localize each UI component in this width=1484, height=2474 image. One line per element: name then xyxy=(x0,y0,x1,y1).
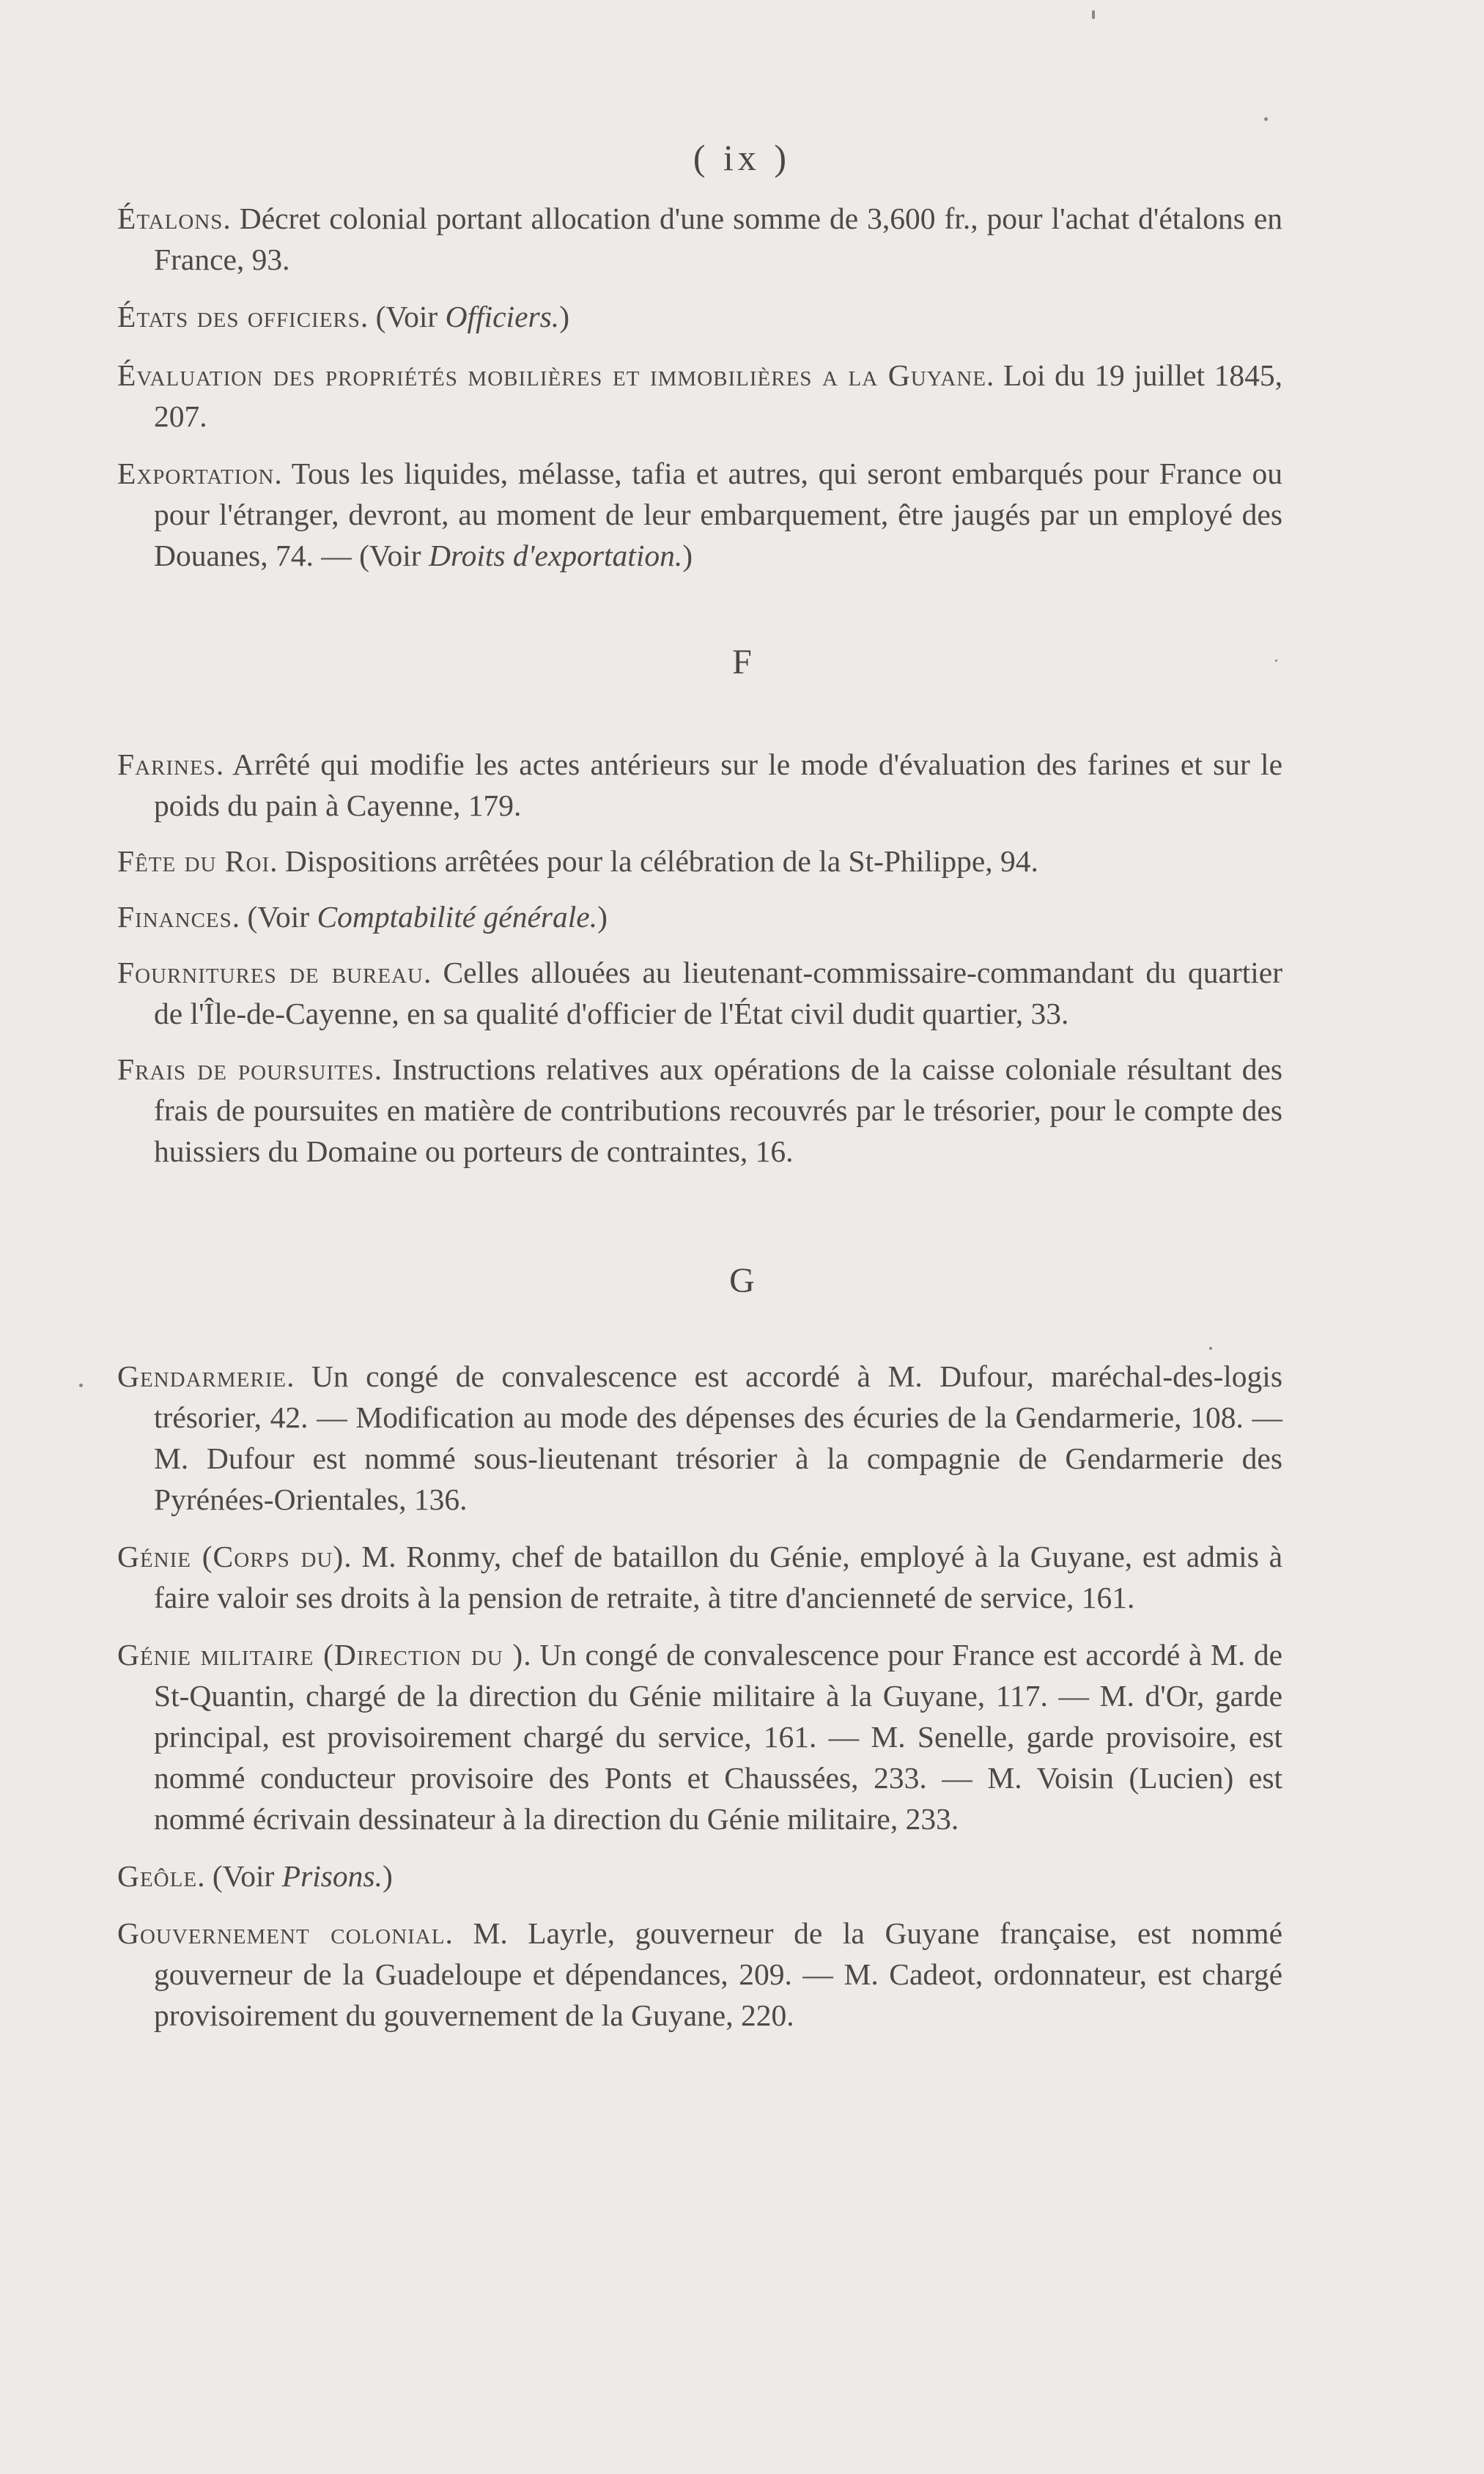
section-letter-f: F xyxy=(732,643,752,682)
page-folio: ( ix ) xyxy=(693,137,791,178)
index-entry: Farines. Arrêté qui modifie les actes antérieurs sur le mode d'évaluation des farines et sur le poids du pain à Cayenne, 179. xyxy=(117,747,1282,822)
index-entry: Frais de poursuites. Instructions relatives aux opérations de la caisse coloniale résultant des frais de poursuites en matière de contributions recouvrés par le trésorier, pour le compte des huissiers du Domaine ou porteurs de contraintes, 16. xyxy=(117,1052,1283,1168)
index-entry: Geôle. (Voir Prisons.) xyxy=(117,1859,393,1893)
entry-heading: Fournitures de bureau xyxy=(117,956,424,989)
entry-heading: Gendarmerie xyxy=(117,1359,287,1393)
entry-heading: Farines xyxy=(117,747,216,781)
entry-text: (Voir xyxy=(247,900,317,934)
entry-text: Instructions relatives aux opérations de la caisse coloniale résultant des frais de poursuites en matière de contributions recouvrés par le trésorier, pour le compte des huissiers du Domaine ou porteurs de contraintes, 16. xyxy=(154,1052,1283,1168)
index-entry: Étalons. Décret colonial portant allocation d'une somme de 3,600 fr., pour l'achat d'étalons en France, 93. xyxy=(117,202,1283,276)
entry-heading: Frais de poursuites xyxy=(117,1052,374,1086)
index-entry: Génie militaire (Direction du ). Un congé de convalescence pour France est accordé à M. de St-Quantin, chargé de la direction du Génie militaire à la Guyane, 117. — M. d'Or, garde principal, est provisoirement chargé du service, 161. — M. Senelle, garde provisoire, est nommé conducteur provisoire des Ponts et Chaussées, 233. — M. Voisin (Lucien) est nommé écrivain dessinateur à la direction du Génie militaire, 233. xyxy=(117,1638,1283,1836)
entry-text: Dispositions arrêtées pour la célébration de la St-Philippe, 94. xyxy=(284,844,1038,878)
index-entry: Gendarmerie. Un congé de convalescence est accordé à M. Dufour, maréchal-des-logis trésorier, 42. — Modification au mode des dépenses des écuries de la Gendarmerie, 108. — M. Dufour est nommé sous-lieutenant trésorier à la compagnie de Gendarmerie des Pyrénées-Orientales, 136. xyxy=(117,1359,1282,1516)
index-entry: Fournitures de bureau. Celles allouées au lieutenant-commissaire-commandant du quartier de l'Île-de-Cayenne, en sa qualité d'officier de l'État civil dudit quartier, 33. xyxy=(117,956,1283,1030)
entry-text: Un congé de convalescence pour France est accordé à M. de St-Quantin, chargé de la direction du Génie militaire à la Guyane, 117. — M. d'Or, garde principal, est provisoirement chargé du service, 161. — M. Senelle, garde provisoire, est nommé conducteur provisoire des Ponts et Chaussées, 233. — M. Voisin (Lucien) est nommé écrivain dessinateur à la direction du Génie militaire, 233. xyxy=(154,1638,1283,1836)
entry-text: M. Layrle, gouverneur de la Guyane française, est nommé gouverneur de la Guadeloupe et dépendances, 209. — M. Cadeot, ordonnateur, est chargé provisoirement du gouvernement de la Guyane, 220. xyxy=(154,1916,1282,2032)
section-g-entries xyxy=(117,1356,1282,2036)
entry-text: Arrêté qui modifie les actes antérieurs sur le mode d'évaluation des farines et sur le poids du pain à Cayenne, 179. xyxy=(154,747,1282,822)
index-entry: Génie (Corps du). M. Ronmy, chef de bataillon du Génie, employé à la Guyane, est admis à faire valoir ses droits à la pension de retraite, à titre d'ancienneté de service, 161. xyxy=(117,1540,1283,1614)
entry-text: Décret colonial portant allocation d'une somme de 3,600 fr., pour l'achat d'étalons en France, 93. xyxy=(154,202,1283,276)
entry-cross-reference: Prisons. xyxy=(281,1859,383,1893)
paper-speck xyxy=(1209,1347,1212,1350)
paper-speck xyxy=(1264,117,1268,121)
entry-heading: Étalons xyxy=(117,202,224,235)
index-entry: Exportation. Tous les liquides, mélasse, tafia et autres, qui seront embarqués pour France ou pour l'étranger, devront, au moment de leur embarquement, être jaugés par un employé des Douanes, 74. — (Voir Droits d'exportation.) xyxy=(117,457,1282,572)
entry-cross-reference: Droits d'exportation. xyxy=(429,539,683,572)
entry-heading: États des officiers xyxy=(117,300,361,333)
entry-heading: Gouvernement colonial xyxy=(117,1916,446,1950)
entry-text: (Voir xyxy=(212,1859,282,1893)
entry-heading: Exportation xyxy=(117,457,275,490)
entry-text: Un congé de convalescence est accordé à M. Dufour, maréchal-des-logis trésorier, 42. — Modification au mode des dépenses des écuries de la Gendarmerie, 108. — M. Dufour est nommé sous-lieutenant trésorier à la compagnie de Gendarmerie des Pyrénées-Orientales, 136. xyxy=(154,1359,1282,1516)
paper-speck xyxy=(1092,10,1095,19)
index-entry: Finances. (Voir Comptabilité générale.) xyxy=(117,900,608,934)
entry-heading: Finances xyxy=(117,900,232,934)
section-f-entries xyxy=(117,744,1282,1172)
section-e-entries xyxy=(117,198,1282,576)
entry-heading: Génie (Corps du) xyxy=(117,1540,344,1573)
entry-text: M. Ronmy, chef de bataillon du Génie, employé à la Guyane, est admis à faire valoir ses droits à la pension de retraite, à titre d'ancienneté de service, 161. xyxy=(154,1540,1283,1614)
entry-text: Loi du 19 juillet 1845, 207. xyxy=(154,358,1283,433)
entry-cross-reference: Officiers. xyxy=(445,300,560,333)
entry-heading: Évaluation des propriétés mobilières et immobilières a la Guyane xyxy=(117,358,986,392)
entry-text: Tous les liquides, mélasse, tafia et autres, qui seront embarqués pour France ou pour l'étranger, devront, au moment de leur embarquement, être jaugés par un employé des Douanes, 74. — (Voir xyxy=(154,457,1282,572)
entry-heading: Fête du Roi xyxy=(117,844,270,878)
entry-heading: Génie militaire (Direction du ) xyxy=(117,1638,524,1672)
entry-cross-reference: Comptabilité générale. xyxy=(317,900,598,934)
entry-text: Celles allouées au lieutenant-commissaire-commandant du quartier de l'Île-de-Cayenne, en sa qualité d'officier de l'État civil dudit quartier, 33. xyxy=(154,956,1283,1030)
section-letter-g: G xyxy=(729,1261,755,1300)
index-entry: Gouvernement colonial. M. Layrle, gouverneur de la Guyane française, est nommé gouverneur de la Guadeloupe et dépendances, 209. — M. Cadeot, ordonnateur, est chargé provisoirement du gouvernement de la Guyane, 220. xyxy=(117,1916,1282,2032)
entry-heading: Geôle xyxy=(117,1859,198,1893)
paper-speck xyxy=(79,1384,83,1387)
index-entry: Évaluation des propriétés mobilières et immobilières a la Guyane. Loi du 19 juillet 1845, 207. xyxy=(117,358,1283,433)
entry-text: (Voir xyxy=(375,300,446,333)
paper-speck xyxy=(1275,660,1277,662)
index-entry: Fête du Roi. Dispositions arrêtées pour la célébration de la St-Philippe, 94. xyxy=(117,844,1038,878)
index-entry: États des officiers. (Voir Officiers.) xyxy=(117,300,570,333)
